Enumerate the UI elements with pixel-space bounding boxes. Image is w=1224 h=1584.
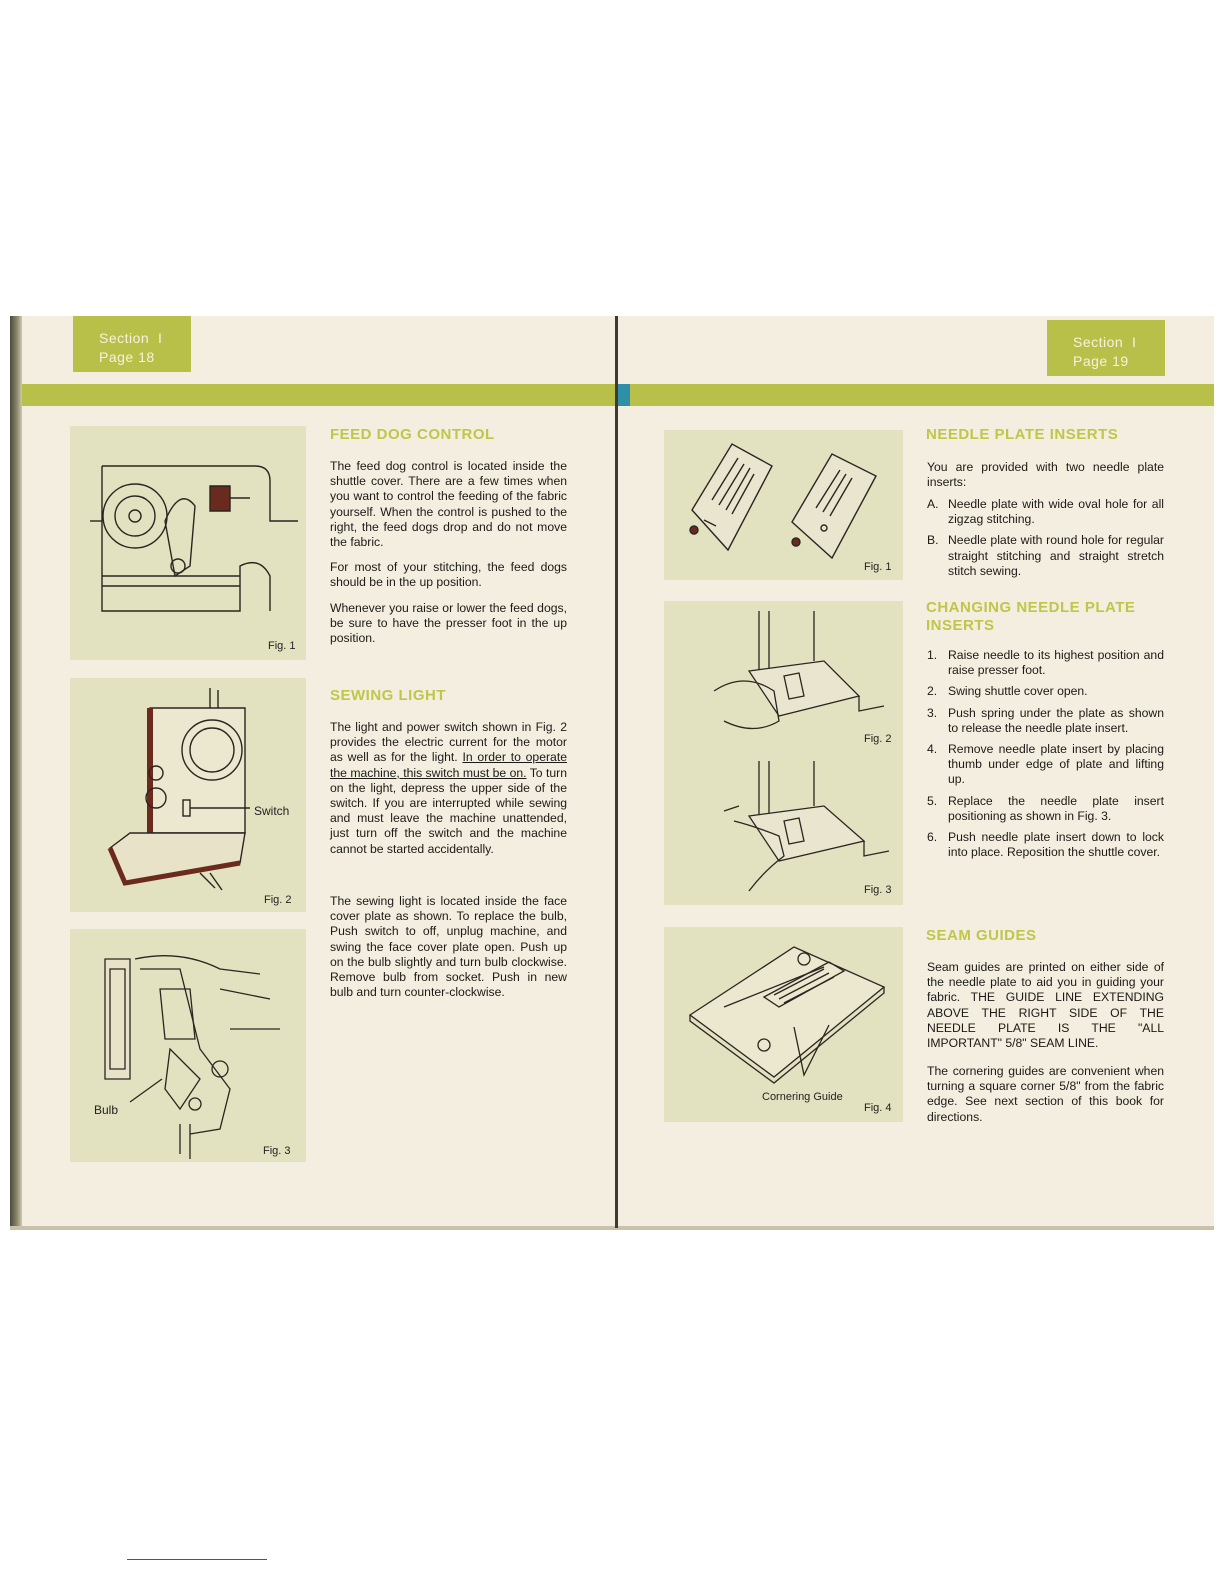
list-item xyxy=(927,648,1164,678)
figure-caption: Fig. 2 xyxy=(864,733,892,745)
list-marker: 1. xyxy=(927,648,938,662)
switch-callout: Switch xyxy=(254,804,290,818)
list-item xyxy=(927,706,1164,736)
list-item xyxy=(927,497,1164,527)
list-marker: A. xyxy=(927,497,939,511)
figure-caption: Fig. 3 xyxy=(864,884,892,896)
list-text: Remove needle plate insert by placing thumb under edge of plate and lifting up. xyxy=(948,742,1164,787)
paragraph xyxy=(330,720,567,857)
figure-needle-plate-inserts xyxy=(664,430,903,580)
list-marker: 3. xyxy=(927,705,938,720)
figure-bulb xyxy=(70,929,306,1162)
paragraph: The feed dog control is located inside the shuttle cover. There are a few times when you want to control the feeding of the fabric yourself. When the control is pushed to the right, the feed dogs drop and do not move the fabric. xyxy=(330,459,567,550)
paragraph: You are provided with two needle plate inserts: xyxy=(927,460,1164,490)
list-item xyxy=(927,794,1164,824)
section-tab-left xyxy=(73,316,191,372)
figure-caption: Fig. 1 xyxy=(268,640,296,652)
list-item xyxy=(927,684,1164,699)
section-number: I xyxy=(1131,334,1137,350)
header-band-right xyxy=(618,384,1214,406)
list-text: Swing shuttle cover open. xyxy=(948,684,1088,699)
scan-artifact-line xyxy=(127,1559,267,1560)
page-number: Page 19 xyxy=(1073,353,1129,369)
paragraph: For most of your stitching, the feed dogs should be in the up position. xyxy=(330,560,567,590)
list-text: Raise needle to its highest position and raise presser foot. xyxy=(948,648,1164,678)
list-text: Needle plate with wide oval hole for all zigzag stitching. xyxy=(948,497,1164,527)
figure-feed-dog xyxy=(70,426,306,660)
list-marker: 4. xyxy=(927,742,938,757)
binding-edge xyxy=(10,316,22,1228)
heading-needle-plate-inserts: NEEDLE PLATE INSERTS xyxy=(926,426,1119,443)
figure-caption: Fig. 1 xyxy=(864,561,892,573)
underlined-warning: In order to operate the machine, this switch must be on. xyxy=(330,750,567,780)
center-gutter xyxy=(615,316,618,1228)
heading-feed-dog-control: FEED DOG CONTROL xyxy=(330,426,495,443)
section-number: I xyxy=(157,330,163,346)
list-text: Replace the needle plate insert positioning as shown in Fig. 3. xyxy=(948,793,1164,823)
section-tab-right xyxy=(1047,320,1165,376)
figure-caption: Fig. 2 xyxy=(264,894,292,906)
list-marker: 5. xyxy=(927,793,938,808)
list-item xyxy=(927,830,1164,860)
list-marker: 2. xyxy=(927,684,938,699)
list-marker: 6. xyxy=(927,830,938,845)
heading-line: CHANGING NEEDLE PLATE xyxy=(926,599,1136,616)
figure-cornering-guide xyxy=(664,927,903,1122)
paragraph: The cornering guides are convenient when turning a square corner 5/8" from the fabric edge. See next section of this book for directions. xyxy=(927,1064,1164,1124)
list-marker: B. xyxy=(927,533,939,548)
figure-sewing-light-switch xyxy=(70,678,306,912)
changing-plate-illustration xyxy=(664,601,903,905)
page-number: Page 18 xyxy=(99,349,155,365)
header-band-left xyxy=(22,384,615,406)
list-item xyxy=(927,742,1164,788)
bulb-illustration xyxy=(70,929,306,1162)
heading-seam-guides: SEAM GUIDES xyxy=(926,927,1037,944)
heading-changing-needle-plate-inserts xyxy=(926,599,1135,635)
page-bottom-edge xyxy=(10,1226,1214,1230)
section-label: Section xyxy=(1073,334,1124,350)
machine-switch-illustration xyxy=(70,678,306,912)
list-text: Needle plate with round hole for regular straight stitching and straight stretch stitch sewing. xyxy=(948,533,1164,578)
changing-steps-list xyxy=(927,648,1164,866)
paragraph: Seam guides are printed on either side of the needle plate to aid you in guiding your fabric. THE GUIDE LINE EXTENDING ABOVE THE RIGHT SIDE OF THE NEEDLE PLATE IS THE "ALL IMPORTANT" 5/8" SEAM LINE. xyxy=(927,960,1164,1051)
list-text: Push needle plate insert down to lock into place. Reposition the shuttle cover. xyxy=(948,830,1164,860)
needle-plate-list xyxy=(927,497,1164,585)
header-band-marker xyxy=(618,384,630,406)
needle-plate-inserts-illustration xyxy=(664,430,903,580)
cornering-guide-callout: Cornering Guide xyxy=(762,1091,843,1103)
figure-changing-plate-steps xyxy=(664,601,903,905)
feed-dog-illustration xyxy=(70,426,306,660)
bulb-callout: Bulb xyxy=(94,1103,119,1117)
paragraph: The sewing light is located inside the face cover plate as shown. To replace the bulb, Push switch to off, unplug machine, and swing the face cover plate open. Push up on the bulb slightly and turn bulb clockwise. Remove bulb from socket. Push in new bulb and turn counter-clockwise. xyxy=(330,894,567,1000)
heading-sewing-light: SEWING LIGHT xyxy=(330,687,446,704)
list-item xyxy=(927,533,1164,579)
section-label: Section xyxy=(99,330,150,346)
heading-line: INSERTS xyxy=(926,617,995,634)
text-run: To turn on the light, depress the upper side of the switch. If you are interrupted while sewing and must leave the machine unattended, just turn off the switch and the machine cannot be started accidentally. xyxy=(330,765,567,856)
figure-caption: Fig. 4 xyxy=(864,1102,892,1114)
figure-caption: Fig. 3 xyxy=(263,1145,291,1157)
list-text: Push spring under the plate as shown to release the needle plate insert. xyxy=(948,705,1164,735)
text-run: The light and power switch shown in Fig. 2 provides the electric current for the motor as well as for the light. xyxy=(330,720,567,765)
paragraph: Whenever you raise or lower the feed dogs, be sure to have the presser foot in the up position. xyxy=(330,601,567,646)
